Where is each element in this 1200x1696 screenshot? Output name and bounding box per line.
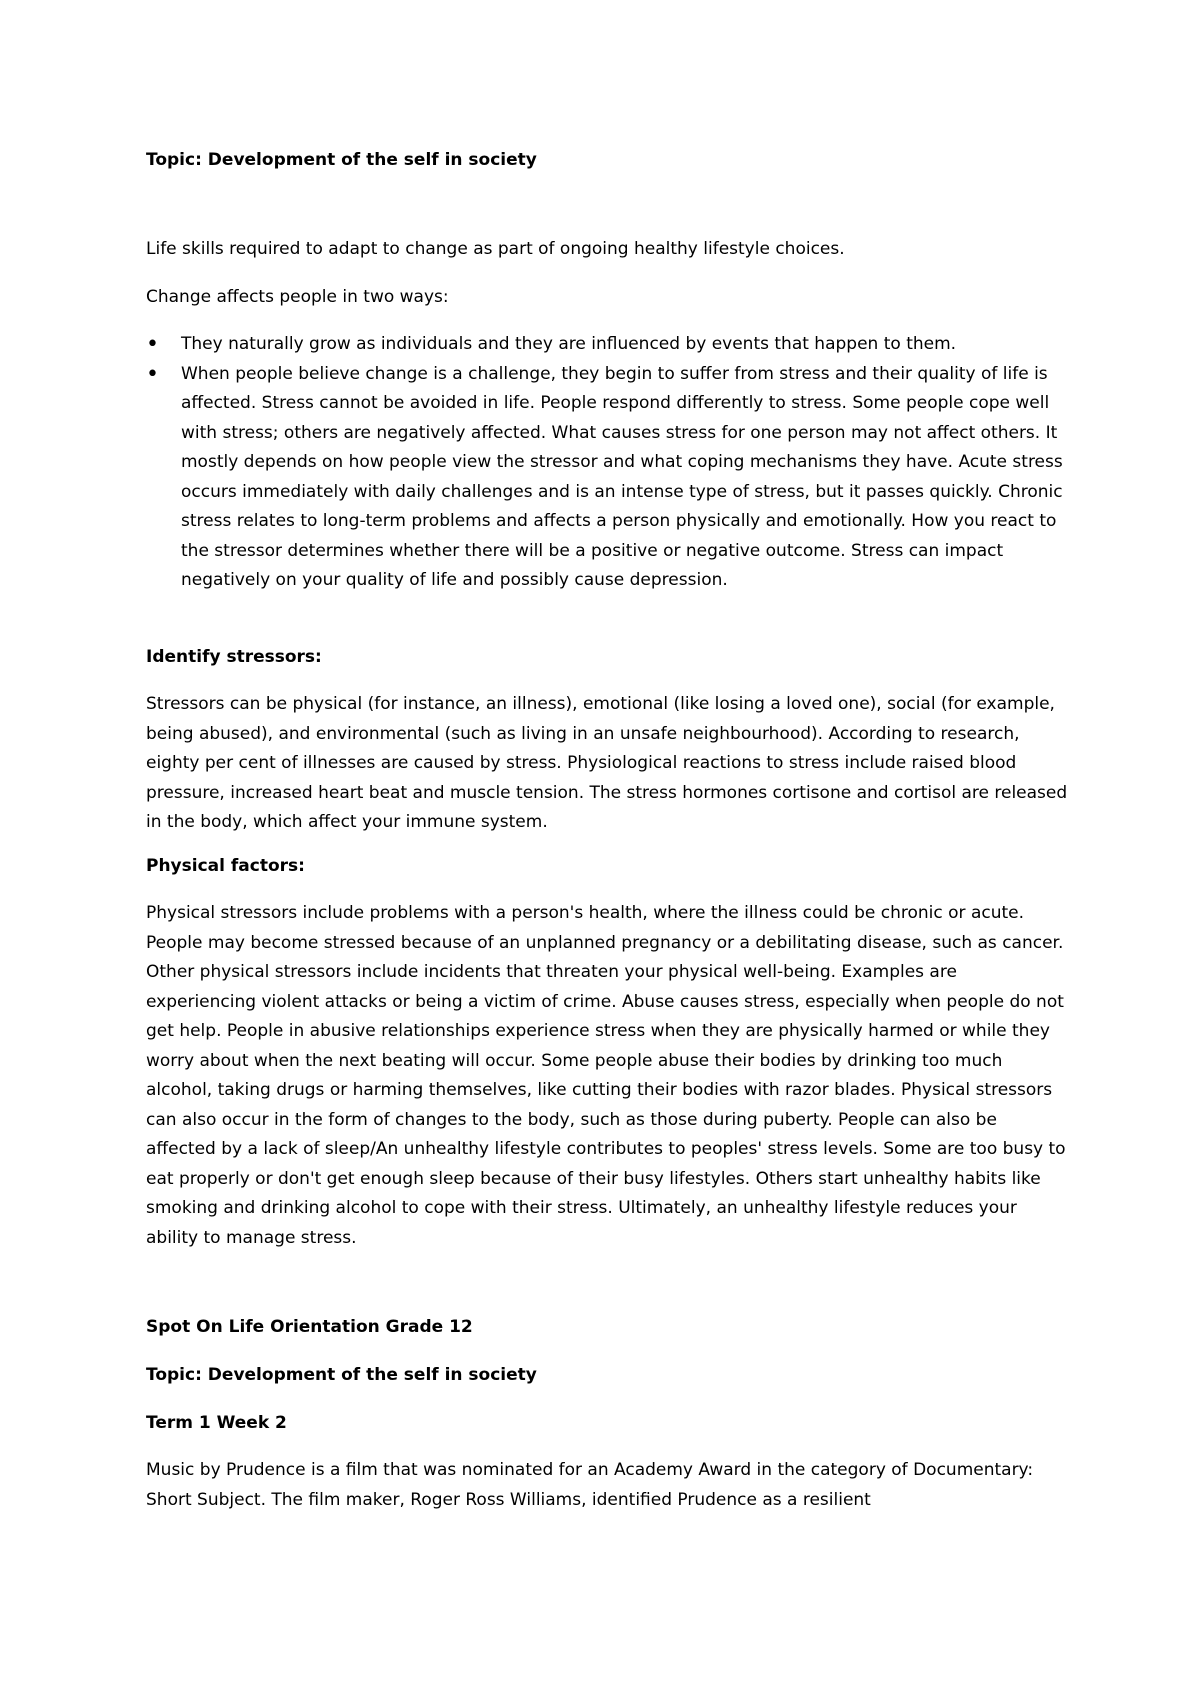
identify-paragraph: Stressors can be physical (for instance, an illness), emotional (like losing a loved one), social (for example, being abused), and environmental (such as living in an unsafe neighbourhood). According to research, eighty per cent of illnesses are caused by stress. Physiological reactions to stress include raised blood pressure, increased heart beat and muscle tension. The stress hormones cortisone and cortisol are released in the body, which affect your immune system. [146, 694, 1068, 832]
change-intro: Change affects people in two ways: [146, 287, 449, 307]
term-heading: Term 1 Week 2 [146, 1413, 287, 1433]
change-bullet-list [146, 330, 1068, 596]
topic-heading-2: Topic: Development of the self in society [146, 1365, 537, 1385]
topic-heading: Topic: Development of the self in society [146, 150, 537, 170]
bullet-item: • They naturally grow as individuals and they are influenced by events that happen to them. [146, 330, 1068, 360]
physical-heading: Physical factors: [146, 856, 305, 876]
music-paragraph: Music by Prudence is a film that was nominated for an Academy Award in the category of Documentary: Short Subject. The film maker, Roger Ross Williams, identified Prudence as a resilient [146, 1460, 1034, 1510]
spot-on-heading: Spot On Life Orientation Grade 12 [146, 1317, 473, 1337]
bullet-item: • When people believe change is a challenge, they begin to suffer from stress and their quality of life is affected. Stress cannot be avoided in life. People respond differently to stress. Some people cope well with stress; others are negatively affected. What causes stress for one person may not affect others. It mostly depends on how people view the stressor and what coping mechanisms they have. Acute stress occurs immediately with daily challenges and is an intense type of stress, but it passes quickly. Chronic stress relates to long-term problems and affects a person physically and emotionally. How you react to the stressor determines whether there will be a positive or negative outcome. Stress can impact negatively on your quality of life and possibly cause depression. [146, 360, 1068, 596]
intro-paragraph: Life skills required to adapt to change as part of ongoing healthy lifestyle choices. [146, 239, 845, 259]
physical-paragraph: Physical stressors include problems with a person's health, where the illness could be chronic or acute. People may become stressed because of an unplanned pregnancy or a debilitating disease, such as cancer. Other physical stressors include incidents that threaten your physical well-being. Examples are experiencing violent attacks or being a victim of crime. Abuse causes stress, especially when people do not get help. People in abusive relationships experience stress when they are physically harmed or while they worry about when the next beating will occur. Some people abuse their bodies by drinking too much alcohol, taking drugs or harming themselves, like cutting their bodies with razor blades. Physical stressors can also occur in the form of changes to the body, such as those during puberty. People can also be affected by a lack of sleep/An unhealthy lifestyle contributes to peoples' stress levels. Some are too busy to eat properly or don't get enough sleep because of their busy lifestyles. Others start unhealthy habits like smoking and drinking alcohol to cope with their stress. Ultimately, an unhealthy lifestyle reduces your ability to manage stress. [146, 903, 1066, 1248]
identify-heading: Identify stressors: [146, 647, 322, 667]
